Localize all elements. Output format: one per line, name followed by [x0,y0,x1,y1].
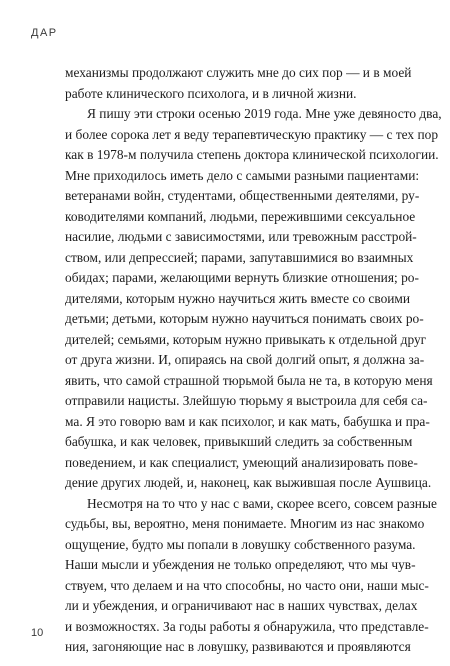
text-line: явить, что самой страшной тюрьмой была не та, в которую меня [65,372,433,388]
text-line: ния, загоняющие нас в ловушку, развиваются и проявляются [65,639,411,654]
text-line: отправили нацисты. Злейшую тюрьму я выстроила для себя са- [65,393,428,408]
text-line: ма. Я это говорю вам и как психолог, и как мать, бабушка и пра- [65,413,430,429]
text-line: дителями, которым нужно научиться жить вместе со своими [65,290,411,306]
running-head: ДАР [31,27,58,39]
text-line: бабушка, и как человек, привыкший следить за собственным [65,434,413,449]
text-line: ощущение, будто мы попали в ловушку собственного разума. [65,536,416,552]
text-line: Наши мысли и убеждения не только определяют, что мы чув- [65,557,416,572]
text-line: и более сорока лет я веду терапевтическую практику — с тех пор [65,126,439,142]
text-line: работе клинического психолога, и в личной жизни. [65,85,357,101]
text-line: Я пишу эти строки осенью 2019 года. Мне уже девяносто два, [87,106,442,121]
text-line: дителей; семьями, которым нужно привыкать к отдельной друг [65,331,427,347]
text-line: и возможностях. За годы работы я обнаружила, что представле- [65,618,429,634]
text-line: судьбы, вы, вероятно, меня понимаете. Многим из нас знакомо [65,516,425,531]
text-line: обидах; парами, желающими вернуть близкие отношения; ро- [65,270,419,285]
text-line: ководителями компаний, людьми, пережившими сексуальное [65,208,416,224]
page-number: 10 [31,627,44,639]
text-line: детьми; детьми, которым нужно научиться понимать своих ро- [65,311,424,326]
text-line: Несмотря на то что у нас с вами, скорее всего, совсем разные [87,495,437,511]
text-line: дение других людей, и, наконец, как выжившая после Аушвица. [65,475,432,490]
text-line: от друга жизни. И, опираясь на свой долгий опыт, я должна за- [65,352,425,367]
text-line: ветеранами войн, студентами, общественными деятелями, ру- [65,188,420,203]
text-line: поведением, и как специалист, умеющий анализировать пове- [65,454,418,470]
text-line: ством, или депрессией; парами, запутавшимися во взаимных [65,249,414,265]
text-line: насилие, людьми с зависимостями, или тревожным расстрой- [65,229,417,244]
text-line: ли и убеждения, и ограничивают нас в наших чувствах, делах [65,598,418,613]
text-line: как в 1978-м получила степень доктора клинической психологии. [65,147,439,162]
text-line: механизмы продолжают служить мне до сих пор — и в моей [65,65,412,80]
text-line: Мне приходилось иметь дело с самыми разными пациентами: [65,167,420,183]
text-line: ствуем, что делаем и на что способны, но часто они, наши мыс- [65,577,429,593]
body-text [65,63,442,658]
